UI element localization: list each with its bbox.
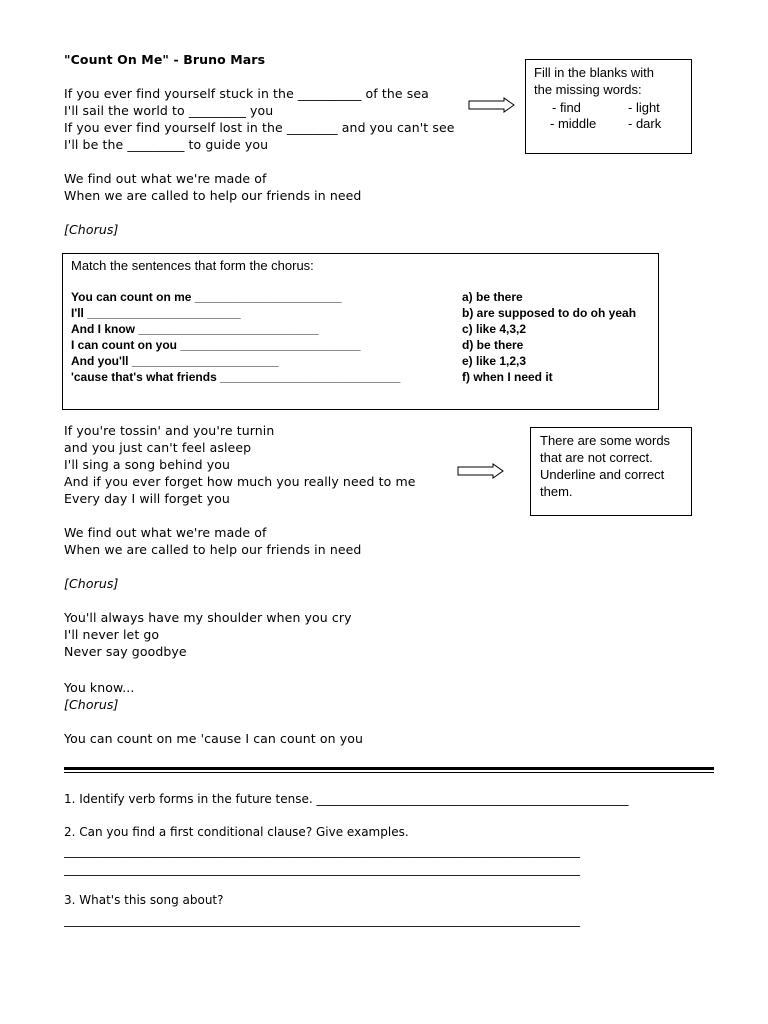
match-right-column — [462, 289, 636, 385]
match-sentence: I can count on you ___________________________ — [71, 338, 361, 352]
lyric-line: When we are called to help our friends in need — [64, 542, 362, 557]
verse-2 — [64, 422, 416, 507]
lyric-line: Never say goodbye — [64, 644, 187, 659]
separator-line — [64, 772, 714, 773]
question-1: 1. Identify verb forms in the future tense. ____________________________________________________ — [64, 792, 629, 806]
match-option: f) when I need it — [462, 370, 553, 384]
lyric-line: I'll be the _________ to guide you — [64, 137, 269, 152]
correct-instruction-line: There are some words — [540, 433, 671, 448]
bridge-2 — [64, 524, 361, 558]
song-title: "Count On Me" - Bruno Mars — [64, 52, 266, 67]
lyric-line: When we are called to help our friends in need — [64, 188, 362, 203]
lyric-line: And if you ever forget how much you really need to me — [64, 474, 416, 489]
fill-instruction-line-2: the missing words: — [534, 82, 642, 97]
chorus-tag: [Chorus] — [64, 222, 119, 237]
lyric-line: I'll sing a song behind you — [64, 457, 230, 472]
right-arrow-icon — [468, 97, 516, 113]
word-option: - dark — [628, 116, 662, 131]
lyric-line: I'll sail the world to _________ you — [64, 103, 274, 118]
separator-line — [64, 767, 714, 770]
word-option: - light — [628, 100, 660, 115]
correct-instruction — [540, 432, 670, 500]
outro-line: You can count on me 'cause I can count on you — [64, 731, 363, 746]
answer-line[interactable]: ______________________________________________________________________________________ — [64, 844, 580, 858]
match-sentence: 'cause that's what friends ___________________________ — [71, 370, 401, 384]
question-2: 2. Can you find a first conditional clause? Give examples. — [64, 825, 409, 839]
match-sentence: You can count on me ______________________ — [71, 290, 342, 304]
match-sentence: I'll _______________________ — [71, 306, 241, 320]
fill-in-blanks-box — [525, 59, 692, 154]
match-option: d) be there — [462, 338, 524, 352]
you-know-line: You know... — [64, 680, 135, 695]
word-option: - find — [552, 100, 581, 115]
lyric-line: If you're tossin' and you're turnin — [64, 423, 275, 438]
match-sentence: And I know ___________________________ — [71, 322, 319, 336]
answer-line[interactable]: ______________________________________________________________________________________ — [64, 913, 580, 927]
match-sentence: And you'll ______________________ — [71, 354, 279, 368]
lyric-line: I'll never let go — [64, 627, 160, 642]
correct-instruction-line: that are not correct. — [540, 450, 653, 465]
correct-instruction-line: Underline and correct — [540, 467, 665, 482]
chorus-tag: [Chorus] — [64, 576, 119, 591]
match-left-column — [71, 289, 400, 385]
chorus-tag: [Chorus] — [64, 697, 119, 712]
right-arrow-icon — [457, 463, 505, 479]
match-option: a) be there — [462, 290, 523, 304]
correct-instruction-line: them. — [540, 484, 573, 499]
verse-3 — [64, 609, 352, 660]
lyric-line: and you just can't feel asleep — [64, 440, 252, 455]
lyric-line: We find out what we're made of — [64, 525, 267, 540]
answer-line[interactable]: ______________________________________________________________________________________ — [64, 862, 580, 876]
fill-instruction-line-1: Fill in the blanks with — [534, 65, 654, 80]
match-option: b) are supposed to do oh yeah — [462, 306, 637, 320]
lyric-line: We find out what we're made of — [64, 171, 267, 186]
lyric-line: If you ever find yourself stuck in the __________ of the sea — [64, 86, 429, 101]
correct-words-box — [530, 427, 692, 516]
word-option: - middle — [550, 116, 597, 131]
match-option: e) like 1,2,3 — [462, 354, 527, 368]
match-option: c) like 4,3,2 — [462, 322, 527, 336]
question-3: 3. What's this song about? — [64, 893, 224, 907]
match-instruction: Match the sentences that form the chorus: — [71, 258, 314, 273]
verse-1 — [64, 85, 455, 153]
lyric-line: If you ever find yourself lost in the ________ and you can't see — [64, 120, 455, 135]
bridge-1 — [64, 170, 361, 204]
match-chorus-box — [62, 253, 659, 410]
lyric-line: Every day I will forget you — [64, 491, 230, 506]
lyric-line: You'll always have my shoulder when you cry — [64, 610, 352, 625]
